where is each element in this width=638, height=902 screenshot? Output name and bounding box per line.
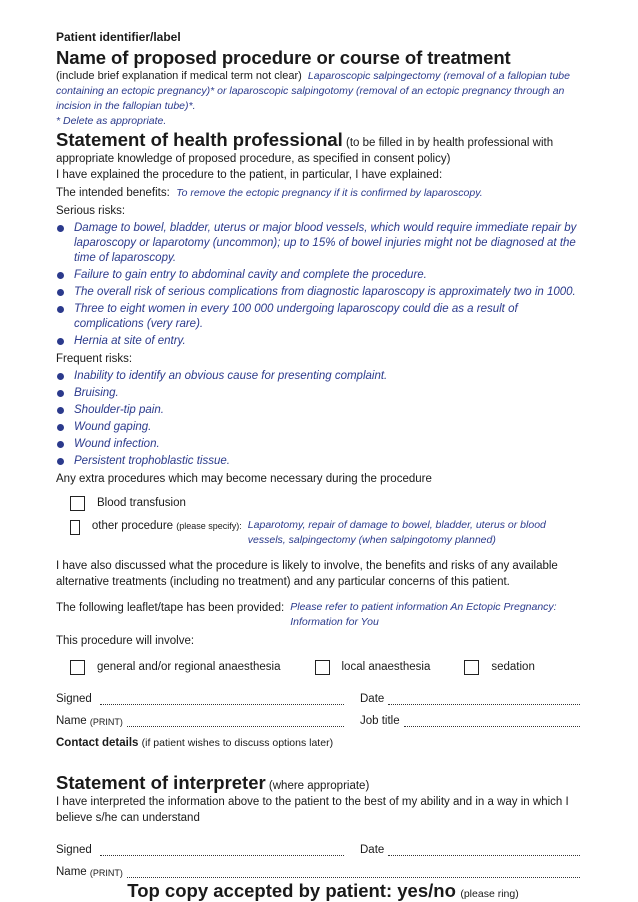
explain-hint: (include brief explanation if medical term not clear) bbox=[56, 70, 302, 82]
bullet-icon bbox=[57, 441, 64, 448]
consent-policy-line: appropriate knowledge of proposed procedure, as specified in consent policy) bbox=[56, 153, 451, 165]
list-item: Wound infection. bbox=[56, 437, 580, 452]
name-field[interactable]: Name (PRINT) bbox=[56, 715, 344, 727]
serious-risks-list bbox=[56, 221, 580, 349]
serious-risks-label: Serious risks: bbox=[56, 205, 126, 217]
frequent-risks-label: Frequent risks: bbox=[56, 353, 133, 365]
interpreter-date-field[interactable]: Date bbox=[360, 844, 580, 856]
bullet-icon bbox=[57, 306, 64, 313]
top-copy-line bbox=[56, 880, 580, 902]
bullet-icon bbox=[57, 373, 64, 380]
leaflet-label: The following leaflet/tape has been provided: bbox=[56, 602, 285, 614]
frequent-risks-list bbox=[56, 369, 580, 469]
procedure-title: Name of proposed procedure or course of treatment bbox=[56, 47, 511, 68]
date-field[interactable]: Date bbox=[360, 693, 580, 705]
date-line bbox=[388, 694, 580, 705]
procedure-description bbox=[56, 69, 580, 114]
benefits-text: To remove the ectopic pregnancy if it is confirmed by laparoscopy. bbox=[176, 187, 483, 199]
intended-benefits bbox=[56, 185, 580, 201]
list-item: Bruising. bbox=[56, 386, 580, 401]
please-ring: (please ring) bbox=[460, 888, 519, 900]
bullet-icon bbox=[57, 289, 64, 296]
interpreter-heading bbox=[56, 772, 580, 794]
interpreter-title: Statement of interpreter bbox=[56, 772, 266, 793]
name-job-row bbox=[56, 715, 580, 727]
list-item: Three to eight women in every 100 000 undergoing laparoscopy could die as a result of complications (very rare). bbox=[56, 302, 580, 332]
signed-field[interactable]: Signed bbox=[56, 693, 344, 705]
anaesthesia-options bbox=[56, 659, 580, 675]
list-item: Shoulder-tip pain. bbox=[56, 403, 580, 418]
bullet-icon bbox=[57, 407, 64, 414]
bullet-icon bbox=[57, 458, 64, 465]
job-title-field[interactable]: Job title bbox=[360, 715, 580, 727]
other-procedure-text: Laparotomy, repair of damage to bowel, bladder, uterus or blood vessels, salpingectomy (when salpingotomy planned) bbox=[247, 519, 546, 546]
involve-label: This procedure will involve: bbox=[56, 635, 195, 647]
sedation-checkbox[interactable] bbox=[464, 660, 479, 675]
procedure-text: Laparoscopic salpingectomy (removal of a fallopian tube containing an ectopic pregnancy)* or laparoscopic salpingotomy (removal of an ectopic pregnancy through an incision in the fallopian tube)*. bbox=[56, 70, 570, 112]
list-item: Hernia at site of entry. bbox=[56, 334, 580, 349]
discussed-paragraph: I have also discussed what the procedure is likely to involve, the benefits and risks of any available alternative treatments (including no treatment) and any particular concerns of this patient. bbox=[56, 560, 558, 588]
patient-identifier-label: Patient identifier/label bbox=[56, 30, 181, 44]
interpreter-signed-row bbox=[56, 844, 580, 856]
interpreter-signed-field[interactable]: Signed bbox=[56, 844, 344, 856]
list-item: Failure to gain entry to abdominal cavity and complete the procedure. bbox=[56, 268, 580, 283]
health-professional-title: Statement of health professional bbox=[56, 129, 343, 150]
local-anaesthesia-label: local anaesthesia bbox=[341, 661, 431, 673]
bullet-icon bbox=[57, 272, 64, 279]
sedation-label: sedation bbox=[491, 661, 535, 673]
interpreter-date-line bbox=[388, 845, 580, 856]
bullet-icon bbox=[57, 338, 64, 345]
other-procedure-label: other procedure (please specify): bbox=[91, 520, 242, 532]
delete-note: * Delete as appropriate. bbox=[56, 115, 167, 127]
list-item: The overall risk of serious complications from diagnostic laparoscopy is approximately two in 1000. bbox=[56, 285, 580, 300]
job-title-line bbox=[404, 716, 580, 727]
list-item: Persistent trophoblastic tissue. bbox=[56, 454, 580, 469]
health-professional-title-suffix: (to be filled in by health professional with bbox=[346, 137, 554, 149]
blood-transfusion-label: Blood transfusion bbox=[97, 497, 186, 509]
bullet-icon bbox=[57, 225, 64, 232]
bullet-icon bbox=[57, 424, 64, 431]
benefits-label: The intended benefits: bbox=[56, 187, 170, 199]
bullet-icon bbox=[57, 390, 64, 397]
signed-date-row bbox=[56, 693, 580, 705]
leaflet-row bbox=[56, 600, 580, 630]
name-line bbox=[127, 716, 344, 727]
signed-line bbox=[100, 694, 344, 705]
general-anaesthesia-checkbox[interactable] bbox=[70, 660, 85, 675]
list-item: Wound gaping. bbox=[56, 420, 580, 435]
health-professional-heading bbox=[56, 129, 580, 151]
other-procedure-checkbox[interactable] bbox=[70, 520, 80, 535]
top-copy-text: Top copy accepted by patient: yes/no bbox=[127, 880, 456, 901]
interpreter-title-suffix: (where appropriate) bbox=[268, 780, 370, 792]
interpreter-name-row bbox=[56, 866, 580, 878]
blood-transfusion-option bbox=[56, 495, 580, 511]
leaflet-text: Please refer to patient information An Ectopic Pregnancy: Information for You bbox=[290, 601, 557, 628]
list-item: Damage to bowel, bladder, uterus or major blood vessels, which would require immediate repair by laparoscopy or laparotomy (uncommon); up to 15% of bowel injuries might not be diagnosed at the time of laparoscopy. bbox=[56, 221, 580, 266]
explained-line: I have explained the procedure to the patient, in particular, I have explained: bbox=[56, 169, 443, 181]
blood-transfusion-checkbox[interactable] bbox=[70, 496, 85, 511]
general-anaesthesia-label: general and/or regional anaesthesia bbox=[97, 661, 281, 673]
list-item: Inability to identify an obvious cause for presenting complaint. bbox=[56, 369, 580, 384]
other-procedure-option bbox=[56, 518, 580, 548]
please-specify: (please specify): bbox=[176, 521, 242, 531]
extra-procedures-label: Any extra procedures which may become necessary during the procedure bbox=[56, 473, 432, 485]
interpreter-name-line bbox=[127, 867, 580, 878]
local-anaesthesia-checkbox[interactable] bbox=[315, 660, 330, 675]
consent-form bbox=[56, 30, 580, 902]
interpreter-signed-line bbox=[100, 845, 344, 856]
interpreter-statement: I have interpreted the information above to the patient to the best of my ability and in a way in which I believe s/he can understand bbox=[56, 796, 569, 824]
interpreter-name-field[interactable]: Name (PRINT) bbox=[56, 866, 580, 878]
contact-details: Contact details (if patient wishes to discuss options later) bbox=[56, 737, 334, 749]
